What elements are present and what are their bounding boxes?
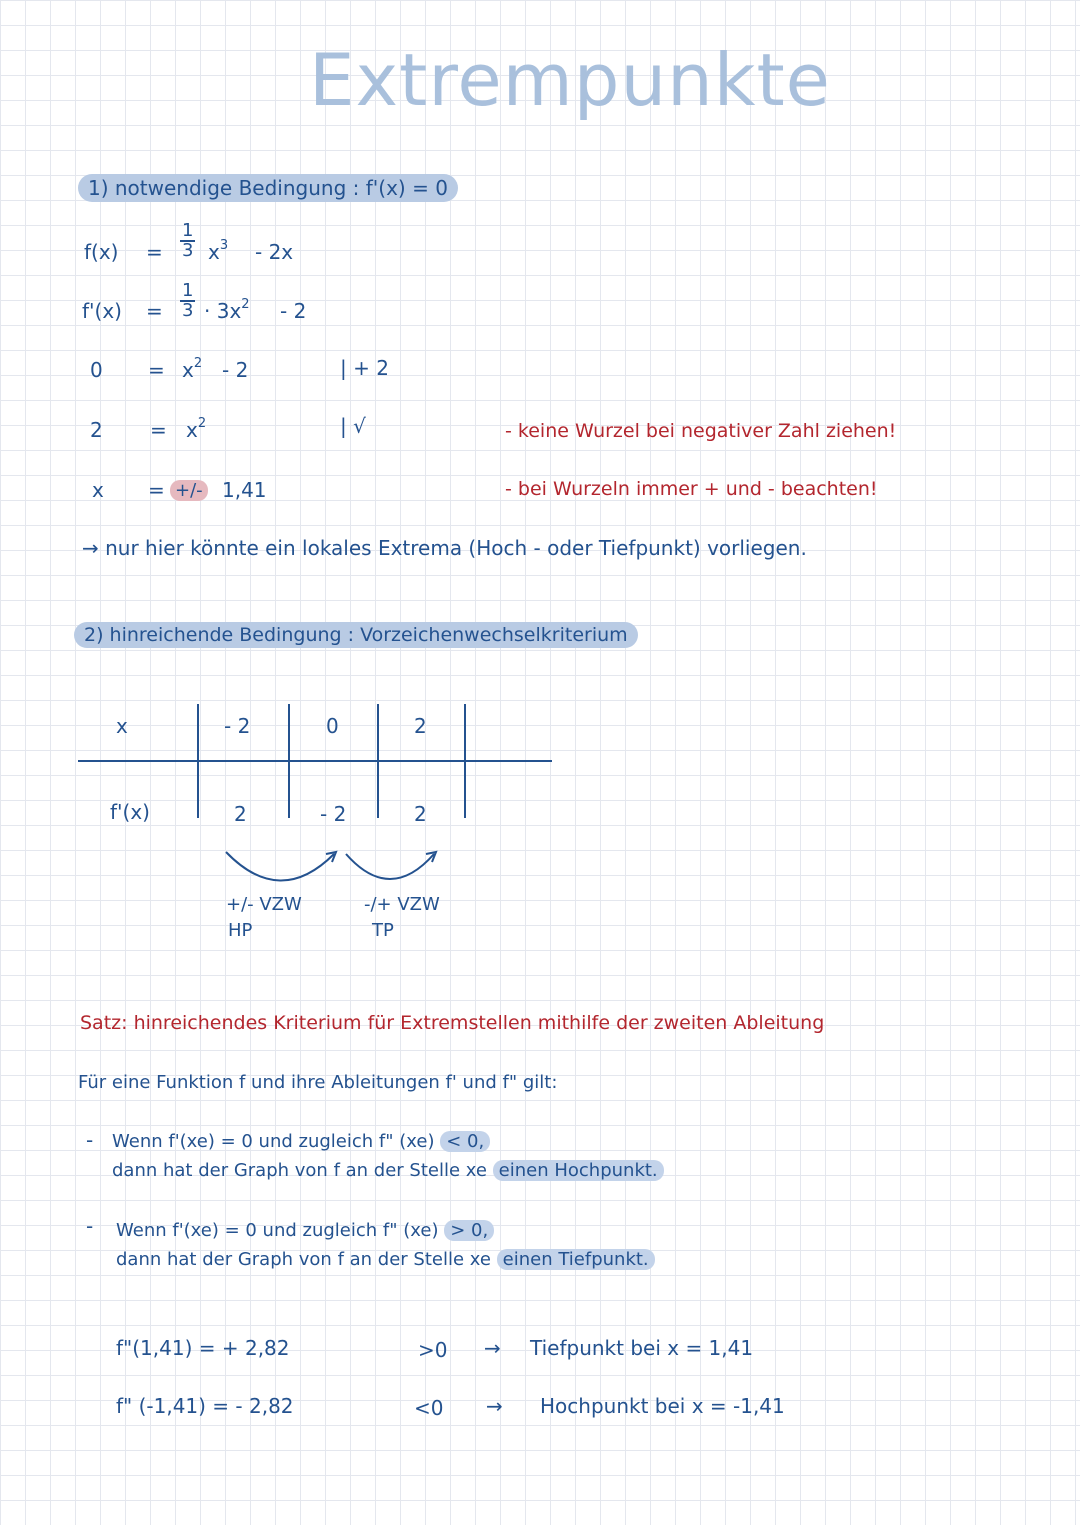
frac-num: 1 <box>182 220 194 241</box>
satz-item1-result: einen Hochpunkt. <box>493 1160 664 1181</box>
vzw-arc-2 <box>346 854 434 879</box>
row-fpx-left: f'(x) <box>82 299 122 323</box>
result1-expr: f"(1,41) = + 2,82 <box>116 1336 290 1360</box>
satz-item1-condition: < 0, <box>440 1131 490 1152</box>
row4-op: | √ <box>340 414 366 438</box>
satz-item2-line1 <box>116 1220 494 1241</box>
satz-item2-result: einen Tiefpunkt. <box>497 1249 655 1270</box>
result2-expr: f" (-1,41) = - 2,82 <box>116 1394 294 1418</box>
page-title: Extrempunkte <box>309 38 831 122</box>
result2-arrow: → <box>486 1394 503 1418</box>
row4-left: 2 <box>90 418 103 442</box>
satz-item2-line2-text: dann hat der Graph von f an der Stelle xe <box>116 1249 491 1270</box>
row3-left: 0 <box>90 358 103 382</box>
vzw2-type: TP <box>372 920 394 941</box>
satz-intro: Für eine Funktion f und ihre Ableitungen f' und f" gilt: <box>78 1072 558 1093</box>
result1-cmp: >0 <box>418 1338 448 1362</box>
table-row2-label: f'(x) <box>110 800 150 824</box>
row3-eq: = <box>148 358 165 382</box>
bullet-dash: - <box>86 1128 94 1152</box>
satz-item1-line2-text: dann hat der Graph von f an der Stelle xe <box>112 1160 487 1181</box>
frac-den: 3 <box>182 240 194 261</box>
frac-num: 1 <box>182 280 194 301</box>
table-row1-cell: - 2 <box>224 714 251 738</box>
bullet-dash: - <box>86 1214 94 1238</box>
row-fx-rest: - 2x <box>255 240 294 264</box>
table-row2-cell: 2 <box>414 802 427 826</box>
result2-text: Hochpunkt bei x = -1,41 <box>540 1394 785 1418</box>
section2-heading-text: 2) hinreichende Bedingung : Vorzeichenwechselkriterium <box>74 622 638 648</box>
satz-item1-line2 <box>112 1160 664 1181</box>
satz-item1-line1 <box>112 1131 490 1152</box>
vzw1-label: +/- VZW <box>226 894 302 915</box>
satz-item2-line2 <box>116 1249 655 1270</box>
row4-exp: 2 <box>197 416 207 431</box>
row5-left: x <box>92 478 104 502</box>
table-row2-cell: - 2 <box>320 802 347 826</box>
row3-exp: 2 <box>193 356 203 371</box>
result1-text: Tiefpunkt bei x = 1,41 <box>530 1336 754 1360</box>
row5-rest: 1,41 <box>222 478 267 502</box>
row-fx-eq: = <box>146 240 163 264</box>
satz-item1-line1-text: Wenn f'(xe) = 0 und zugleich f" (xe) <box>112 1131 435 1152</box>
row-fx-left: f(x) <box>84 240 119 264</box>
row4-x: x <box>186 418 198 442</box>
row-fpx-eq: = <box>146 299 163 323</box>
note-no-root-negative: - keine Wurzel bei negativer Zahl ziehen! <box>505 420 897 442</box>
row3-rest: - 2 <box>222 358 249 382</box>
satz-item2-line1-text: Wenn f'(xe) = 0 und zugleich f" (xe) <box>116 1220 439 1241</box>
result2-cmp: <0 <box>414 1396 444 1420</box>
section1-heading-text: 1) notwendige Bedingung : f'(x) = 0 <box>78 174 458 202</box>
row-fpx-exp: 2 <box>241 297 250 312</box>
frac-den: 3 <box>182 300 194 321</box>
section1-conclusion: → nur hier könnte ein lokales Extrema (Hoch - oder Tiefpunkt) vorliegen. <box>82 536 807 560</box>
satz-item2-condition: > 0, <box>444 1220 494 1241</box>
row-fpx-rest: - 2 <box>280 299 307 323</box>
row5-pm-text: +/- <box>170 480 208 501</box>
row4-eq: = <box>150 418 167 442</box>
vzw2-label: -/+ VZW <box>364 894 440 915</box>
table-row2-cell: 2 <box>234 802 247 826</box>
vzw-arc-1 <box>226 852 334 881</box>
row3-x: x <box>182 358 194 382</box>
satz-heading: Satz: hinreichendes Kriterium für Extremstellen mithilfe der zweiten Ableitung <box>80 1012 825 1034</box>
table-row1-cell: 0 <box>326 714 339 738</box>
result1-arrow: → <box>484 1336 501 1360</box>
row-fx-exp: 3 <box>219 238 229 253</box>
vzw1-type: HP <box>228 920 253 941</box>
row3-op: | + 2 <box>340 356 389 380</box>
table-row1-label: x <box>116 714 128 738</box>
note-plus-minus: - bei Wurzeln immer + und - beachten! <box>505 478 878 500</box>
table-row1-cell: 2 <box>414 714 427 738</box>
row-fpx-x: · 3x <box>204 299 242 323</box>
row-fx-x: x <box>208 240 220 264</box>
row5-eq: = <box>148 478 165 502</box>
